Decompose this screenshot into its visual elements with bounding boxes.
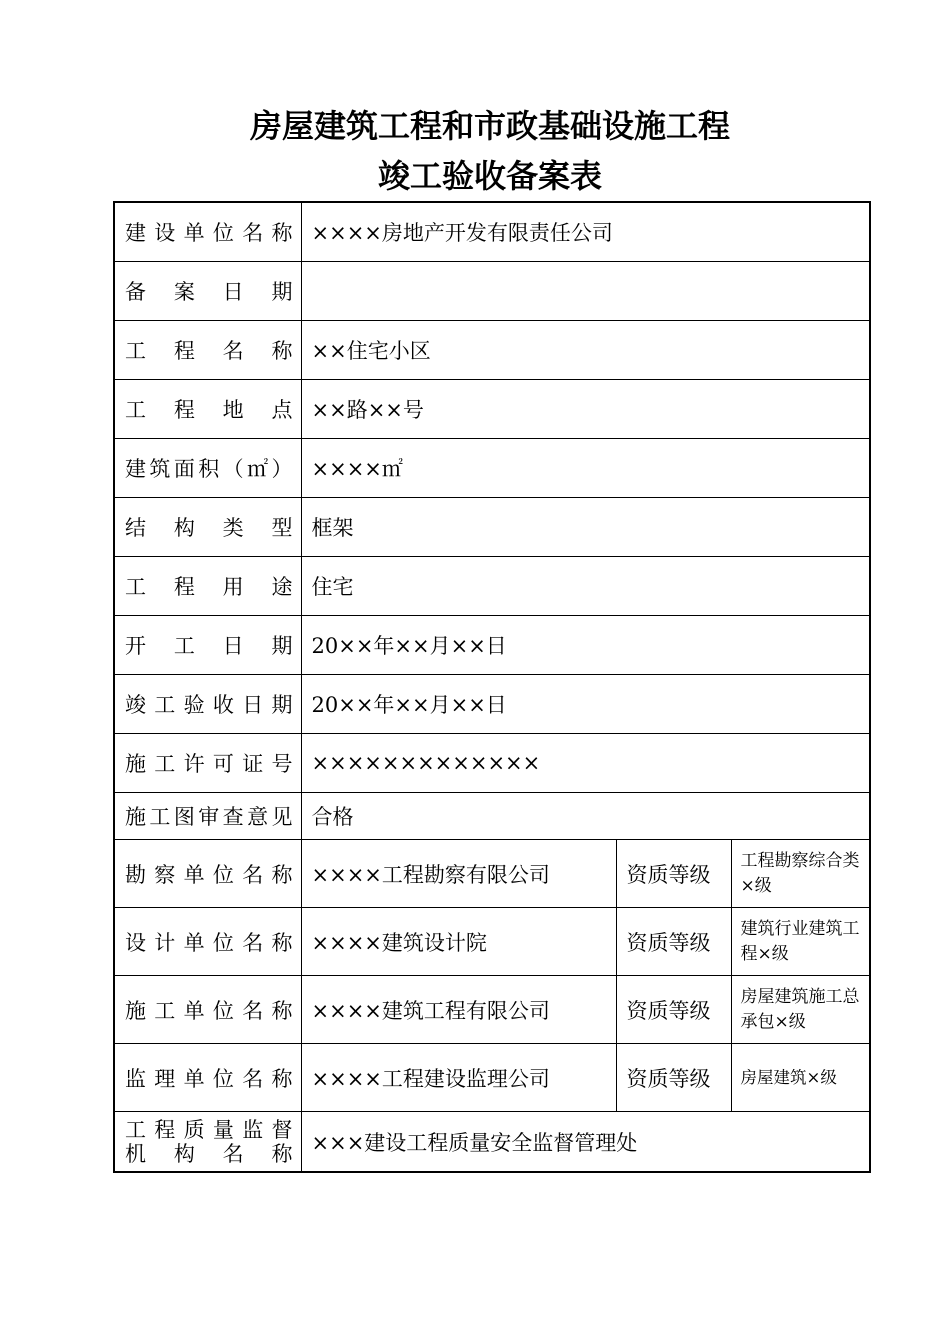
supervision-label-line1: 工程质量监督 [125,1117,293,1142]
field-label-text: 工程地点 [125,398,293,422]
field-label-text: 建设单位名称 [125,221,293,245]
table-row [114,1112,870,1173]
field-value: ××××××××××××× [301,734,870,793]
table-row [114,380,870,439]
unit-value: ××××建筑工程有限公司 [301,976,616,1044]
field-value: ××路××号 [301,380,870,439]
table-row [114,439,870,498]
qualification-label: 资质等级 [616,976,731,1044]
field-label [114,557,301,616]
field-label-text: 工程名称 [125,339,293,363]
field-value: 框架 [301,498,870,557]
qualification-value: 工程勘察综合类×级 [731,840,870,908]
table-row [114,793,870,840]
qualification-value: 房屋建筑施工总承包×级 [731,976,870,1044]
field-label [114,321,301,380]
field-value: 合格 [301,793,870,840]
unit-value: ××××建筑设计院 [301,908,616,976]
field-label [114,262,301,321]
table-row [114,557,870,616]
table-row [114,908,870,976]
field-label [114,734,301,793]
unit-label [114,840,301,908]
field-value: ××××㎡ [301,439,870,498]
supervision-label [114,1112,301,1173]
unit-label-text: 施工单位名称 [125,998,293,1023]
unit-value: ××××工程勘察有限公司 [301,840,616,908]
field-label-text: 建筑面积（㎡） [125,457,293,481]
table-row [114,498,870,557]
field-label-text: 开工日期 [125,634,293,658]
table-row [114,675,870,734]
field-label [114,498,301,557]
form-title-line1: 房屋建筑工程和市政基础设施工程 [249,107,730,145]
unit-label [114,908,301,976]
field-value: 20××年××月××日 [301,616,870,675]
field-label [114,380,301,439]
field-label [114,616,301,675]
field-label-text: 备案日期 [125,280,293,304]
field-label [114,439,301,498]
table-row [114,976,870,1044]
table-row [114,616,870,675]
qualification-value: 建筑行业建筑工程×级 [731,908,870,976]
unit-label [114,976,301,1044]
field-label [114,675,301,734]
table-row [114,1044,870,1112]
field-label-text: 施工图审查意见 [125,805,293,829]
qualification-label: 资质等级 [616,1044,731,1112]
field-label-text: 施工许可证号 [125,752,293,776]
table-row [114,202,870,262]
field-value: 住宅 [301,557,870,616]
supervision-label-line2: 机构名称 [125,1141,293,1166]
field-value [301,262,870,321]
field-label [114,793,301,840]
qualification-label: 资质等级 [616,840,731,908]
qualification-value: 房屋建筑×级 [731,1044,870,1112]
field-label-text: 工程用途 [125,575,293,599]
field-value: ××××房地产开发有限责任公司 [301,202,870,262]
table-row [114,321,870,380]
field-label-text: 竣工验收日期 [125,693,293,717]
field-value: 20××年××月××日 [301,675,870,734]
form-title-line2: 竣工验收备案表 [377,157,602,195]
field-value: ××住宅小区 [301,321,870,380]
supervision-value: ×××建设工程质量安全监督管理处 [301,1112,870,1173]
unit-label [114,1044,301,1112]
table-row [114,734,870,793]
unit-label-text: 设计单位名称 [125,930,293,955]
qualification-label: 资质等级 [616,908,731,976]
table-row [114,262,870,321]
field-label-text: 结构类型 [125,516,293,540]
filing-form-table [113,201,871,1173]
field-label [114,202,301,262]
table-row [114,840,870,908]
unit-label-text: 监理单位名称 [125,1066,293,1091]
unit-value: ××××工程建设监理公司 [301,1044,616,1112]
unit-label-text: 勘察单位名称 [125,862,293,887]
